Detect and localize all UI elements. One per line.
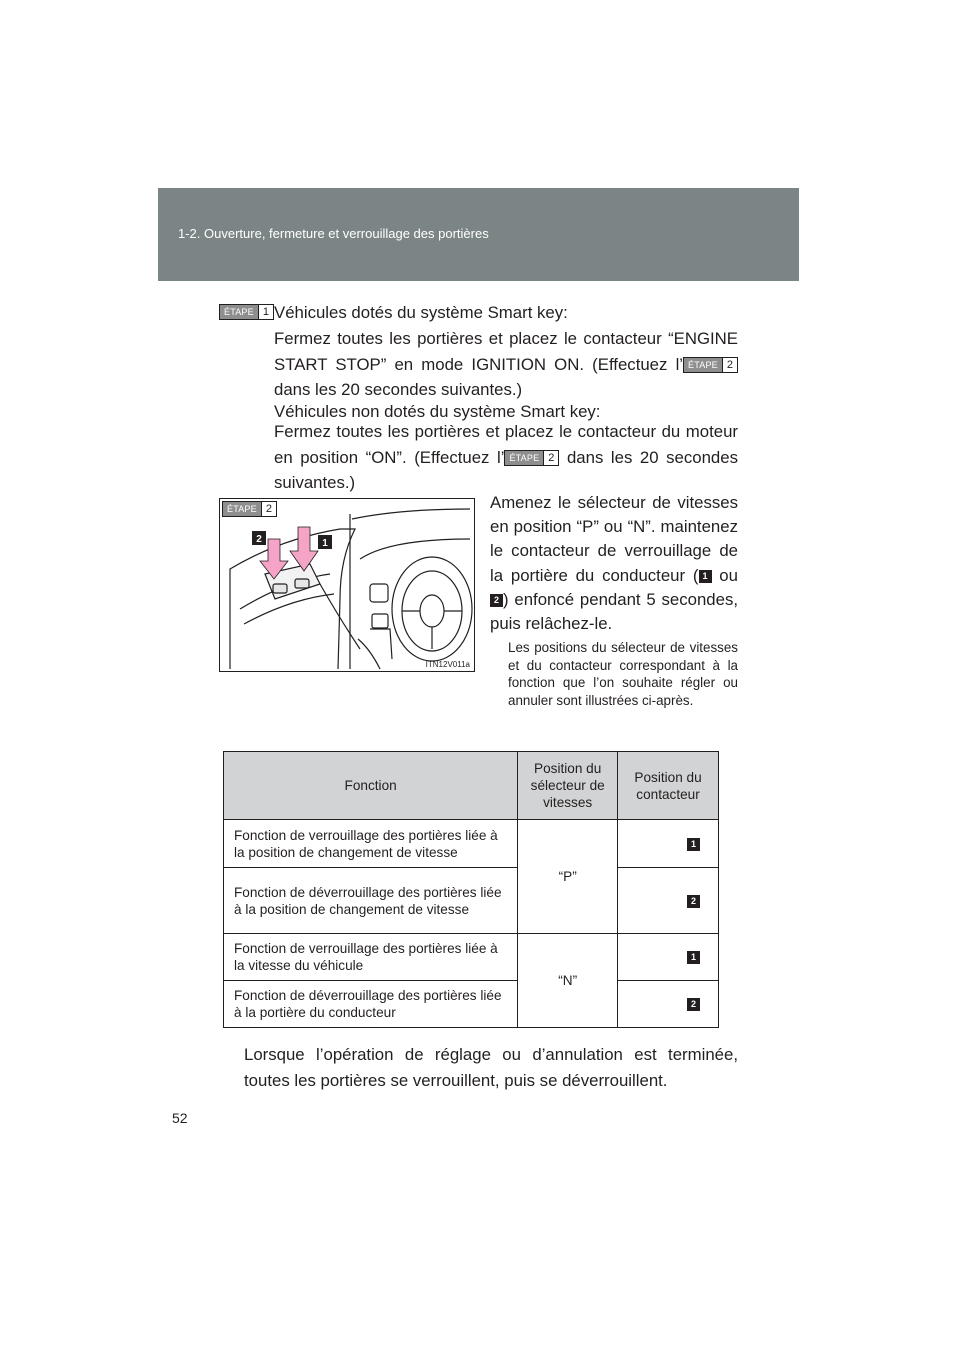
header-switch-position: Position du contacteur xyxy=(618,752,719,820)
step-ref-badge: ÉTAPE 2 xyxy=(504,450,559,466)
switch-cell: 1 xyxy=(618,934,719,981)
step-2-badge: ÉTAPE 2 xyxy=(222,501,277,517)
function-cell: Fonction de déverrouillage des portières liée à la position de changement de vitesse xyxy=(224,868,518,934)
closing-paragraph: Lorsque l’opération de réglage ou d’annulation est terminée, toutes les portières se verrouillent, puis se déverrouillent. xyxy=(244,1045,738,1090)
switch-cell: 1 xyxy=(618,820,719,868)
step-ref-badge: ÉTAPE 2 xyxy=(683,357,738,373)
function-cell: Fonction de verrouillage des portières liée à la vitesse du véhicule xyxy=(224,934,518,981)
callout-1: 1 xyxy=(322,538,328,549)
header-function: Fonction xyxy=(224,752,518,820)
section-title: 1-2. Ouverture, fermeture et verrouillage des portières xyxy=(178,226,489,241)
non-smart-key-instructions: Fermez toutes les portières et placez le contacteur du moteur en position “ON”. (Effectuez l’ ÉTAPE 2 dans les 20 secondes suivantes.) xyxy=(274,422,738,492)
figure-code: ITN12V011a xyxy=(425,660,470,669)
smart-key-instructions: Fermez toutes les portières et placez le contacteur “ENGINE START STOP” en mode IGNITION ON. (Effectuez l’ ÉTAPE 2 dans les 20 secondes suivantes.) xyxy=(274,329,738,399)
header-gear-position: Position du sélecteur de vitesses xyxy=(518,752,618,820)
smart-key-title: Véhicules dotés du système Smart key: xyxy=(274,303,568,322)
switch-2-ref: 2 xyxy=(490,594,503,607)
function-settings-table xyxy=(223,751,719,1028)
step-number: 1 xyxy=(258,305,273,319)
step-1-badge xyxy=(219,304,274,320)
table-row xyxy=(224,820,719,868)
switch-cell: 2 xyxy=(618,868,719,934)
gear-n-cell: “N” xyxy=(518,934,618,1028)
car-interior-drawing xyxy=(220,499,475,672)
switch-cell: 2 xyxy=(618,981,719,1028)
step-word: ÉTAPE xyxy=(220,305,258,319)
page-number: 52 xyxy=(172,1110,188,1126)
switch-1-ref: 1 xyxy=(699,570,712,583)
door-lock-switch-illustration xyxy=(219,498,475,672)
callout-2: 2 xyxy=(256,534,262,545)
table-row xyxy=(224,934,719,981)
step-2-instructions: Amenez le sélecteur de vitesses en position “P” ou “N”. maintenez le contacteur de verrouillage de la portière du conducteur ( 1 ou 2 ) enfoncé pendant 5 secondes, puis relâchez-le. xyxy=(490,493,738,634)
table-row xyxy=(224,981,719,1028)
function-cell: Fonction de déverrouillage des portières liée à la portière du conducteur xyxy=(224,981,518,1028)
function-cell: Fonction de verrouillage des portières liée à la position de changement de vitesse xyxy=(224,820,518,868)
step-2-note: Les positions du sélecteur de vitesses et du contacteur correspondant à la fonction que l’on souhaite régler ou annuler sont illustrées ci-après. xyxy=(508,640,738,709)
non-smart-key-title: Véhicules non dotés du système Smart key: xyxy=(274,402,601,421)
gear-p-cell: “P” xyxy=(518,820,618,934)
table-row xyxy=(224,868,719,934)
